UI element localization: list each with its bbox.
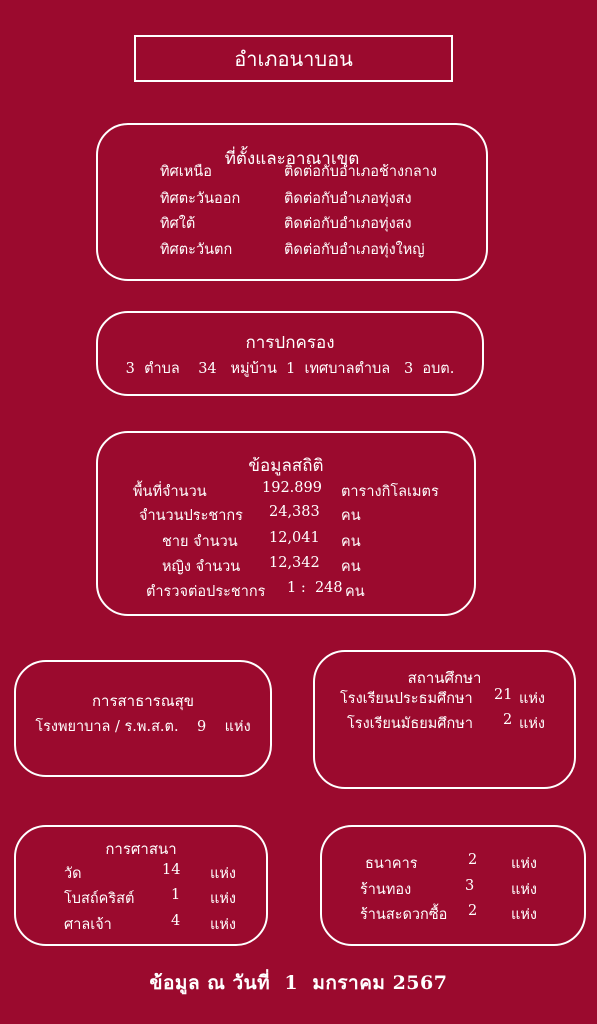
education-secondary-count: 2: [503, 712, 513, 728]
stat-female-label: หญิง จำนวน: [162, 559, 241, 575]
location-direction-east: ทิศตะวันออก: [160, 191, 241, 207]
location-border-north: ติดต่อกับอำเภอช้างกลาง: [284, 164, 437, 180]
stat-area-label: พื้นที่จำนวน: [133, 484, 207, 500]
stat-male-value: 12,041: [269, 530, 320, 546]
commerce-bank-label: ธนาคาร: [365, 856, 418, 872]
stat-male-unit: คน: [341, 534, 361, 550]
education-secondary-label: โรงเรียนมัธยมศึกษา: [347, 716, 473, 732]
religion-shrine-count: 4: [171, 913, 181, 929]
education-heading: สถานศึกษา: [407, 669, 482, 687]
religion-temple-unit: แห่ง: [210, 866, 236, 882]
commerce-gold-count: 3: [465, 878, 475, 894]
stat-police-value: 1 : 248: [287, 580, 343, 596]
religion-temple-count: 14: [162, 862, 181, 878]
district-title: อำเภอนาบอน: [134, 35, 453, 82]
location-heading: ที่ตั้งและอาณาเขต: [224, 149, 360, 169]
location-border-west: ติดต่อกับอำเภอทุ่งใหญ่: [284, 242, 425, 258]
governance-summary: 3 ตำบล 34 หมู่บ้าน 1 เทศบาลตำบล 3 อบต.: [125, 361, 455, 377]
religion-church-count: 1: [171, 887, 181, 903]
stat-population-unit: คน: [341, 508, 361, 524]
religion-church-label: โบสถ์คริสต์: [64, 891, 135, 907]
stat-population-label: จำนวนประชากร: [139, 508, 243, 524]
stat-male-label: ชาย จำนวน: [162, 534, 238, 550]
stat-area-value: 192.899: [262, 480, 322, 496]
stat-area-unit: ตารางกิโลเมตร: [341, 484, 439, 500]
commerce-store-label: ร้านสะดวกซื้อ: [360, 907, 448, 923]
religion-church-unit: แห่ง: [210, 891, 236, 907]
health-panel: [14, 660, 272, 777]
stat-population-value: 24,383: [269, 504, 320, 520]
stat-police-unit: คน: [345, 584, 365, 600]
stat-female-unit: คน: [341, 559, 361, 575]
education-primary-unit: แห่ง: [519, 691, 545, 707]
governance-heading: การปกครอง: [245, 333, 335, 353]
religion-temple-label: วัด: [64, 866, 82, 882]
religion-heading: การศาสนา: [105, 840, 177, 858]
health-summary: โรงพยาบาล / ร.พ.ส.ต. 9 แห่ง: [35, 719, 251, 735]
stat-police-label: ตำรวจต่อประชากร: [146, 584, 266, 600]
location-direction-south: ทิศใต้: [160, 216, 196, 232]
location-direction-west: ทิศตะวันตก: [160, 242, 233, 258]
location-direction-north: ทิศเหนือ: [160, 164, 212, 180]
statistics-heading: ข้อมูลสถิติ: [248, 456, 324, 476]
stat-female-value: 12,342: [269, 555, 320, 571]
location-border-east: ติดต่อกับอำเภอทุ่งสง: [284, 191, 412, 207]
data-date-footer: ข้อมูล ณ วันที่ 1 มกราคม 2567: [149, 972, 448, 994]
commerce-gold-unit: แห่ง: [511, 882, 537, 898]
commerce-bank-count: 2: [468, 852, 478, 868]
governance-panel: [96, 311, 484, 396]
commerce-bank-unit: แห่ง: [511, 856, 537, 872]
religion-shrine-label: ศาลเจ้า: [64, 917, 112, 933]
education-secondary-unit: แห่ง: [519, 716, 545, 732]
religion-shrine-unit: แห่ง: [210, 917, 236, 933]
commerce-store-unit: แห่ง: [511, 907, 537, 923]
commerce-store-count: 2: [468, 903, 478, 919]
location-border-south: ติดต่อกับอำเภอทุ่งสง: [284, 216, 412, 232]
health-heading: การสาธารณสุข: [91, 692, 195, 710]
education-primary-label: โรงเรียนประธมศึกษา: [340, 691, 473, 707]
commerce-gold-label: ร้านทอง: [360, 882, 412, 898]
education-primary-count: 21: [494, 687, 513, 703]
